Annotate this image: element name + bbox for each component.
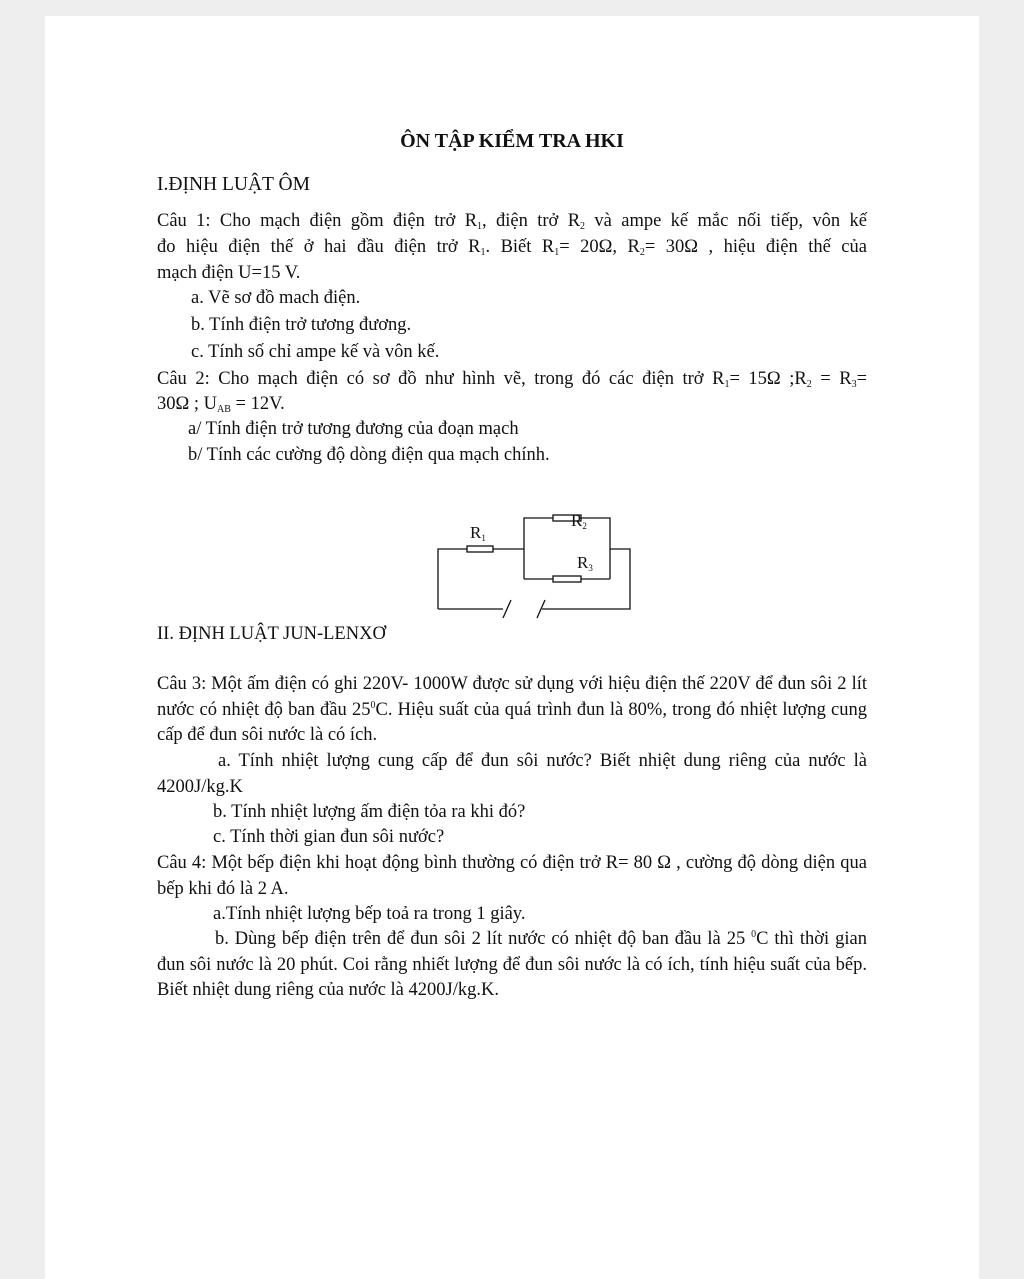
q3-item-c: c. Tính thời gian đun sôi nước? <box>213 827 445 847</box>
q4-item-a: a.Tính nhiệt lượng bếp toả ra trong 1 giây. <box>213 904 526 924</box>
label-r3: R3 <box>577 553 593 573</box>
q1-line-2: đo hiệu điện thế ở hai đầu điện trở $R_1$. Biết $R_1= 20\Omega$, $R_2= 30\Omega$ , hiệu điện thế của <box>157 237 867 258</box>
label-r1: R1 <box>470 523 486 543</box>
wire-left <box>438 549 467 609</box>
q4-item-b: b. Dùng bếp điện trên để đun sôi 2 lít nước có nhiệt độ ban đầu là 25 $^0$C thì thời gian đun sôi nước là 20 phút. Coi rằng nhiết lượng để đun sôi nước là có ích, tính hiệu suất của bếp. Biết nhiệt dung riêng của nước là 4200J/kg.K. <box>157 929 867 1000</box>
q2-line-1: Câu 2: Cho mạch điện có sơ đồ như hình vẽ, trong đó các điện trở $R_1= 15\Omega$ $;R_2 = R_3=$ <box>157 369 867 390</box>
q4-paragraph: Câu 4: Một bếp điện khi hoạt động bình thường có điện trở R= 80 Ω , cường độ dòng diện qua bếp khi đó là 2 A. <box>157 853 867 899</box>
q1-line-3: mạch điện U=15 V. <box>157 263 301 283</box>
q1-item-b: b. Tính điện trở tương đương. <box>191 315 412 335</box>
label-r2: R2 <box>571 511 587 531</box>
page-title: ÔN TẬP KIỂM TRA HKI <box>400 130 624 152</box>
resistor-r3 <box>553 576 581 582</box>
q2-line-2: 30Ω ; $U_{AB} = 12V$. <box>157 394 285 415</box>
q3-item-b: b. Tính nhiệt lượng ấm điện tỏa ra khi đó? <box>213 802 526 822</box>
q3-item-a: a. Tính nhiệt lượng cung cấp để đun sôi nước? Biết nhiệt dung riêng của nước là 4200J/kg.K <box>157 751 867 797</box>
q1-item-a: a. Vẽ sơ đồ mach điện. <box>191 288 361 308</box>
resistor-r1 <box>467 546 493 552</box>
q3-paragraph: Câu 3: Một ấm điện có ghi 220V- 1000W được sử dụng với hiệu điện thế 220V để đun sôi 2 lít nước có nhiệt độ ban đầu $25^0C$. Hiệu suất của quá trình đun là 80%, trong đó nhiệt lượng cung cấp để đun sôi nước là có ích. <box>157 674 867 745</box>
terminal-a-mark <box>503 600 511 618</box>
section-heading-joule-lenz: II. ĐỊNH LUẬT JUN-LENXƠ <box>157 624 386 644</box>
wire-node-left <box>524 518 553 579</box>
q1-item-c: c. Tính số chỉ ampe kế và vôn kế. <box>191 342 440 362</box>
q2-item-b: b/ Tính các cường độ dòng điện qua mạch chính. <box>188 445 550 465</box>
section-heading-ohm: I.ĐỊNH LUẬT ÔM <box>157 174 310 195</box>
circuit-diagram <box>437 506 637 636</box>
q2-item-a: a/ Tính điện trở tương đương của đoạn mạch <box>188 419 519 439</box>
document-page <box>45 16 979 1279</box>
q1-line-1: Câu 1: Cho mạch điện gồm điện trở $R_1$, điện trở $R_2$ và ampe kế mắc nối tiếp, vôn kế <box>157 211 867 232</box>
